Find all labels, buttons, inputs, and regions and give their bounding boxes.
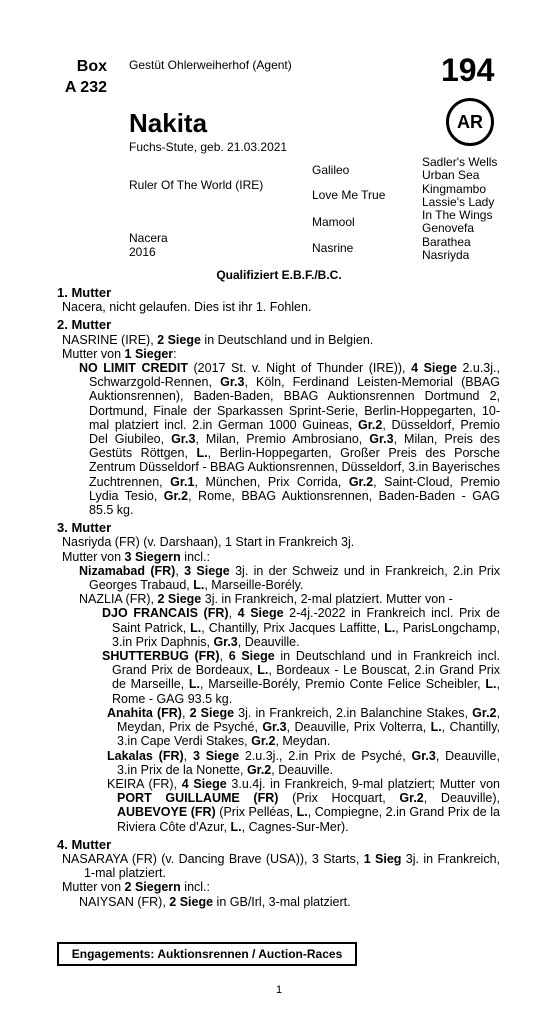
page-number: 1 — [275, 984, 283, 996]
section-title-3: 3. Mutter — [57, 520, 112, 536]
nizamabad-entry: Nizamabad (FR), 3 Siege 3j. in der Schweiz und in Frankreich, 2.in Prix Georges Trabaud, L., Marseille-Borély. — [79, 563, 501, 593]
pedigree-g5: In The Wings — [422, 208, 493, 222]
no-limit-credit-entry: NO LIMIT CREDIT (2017 St. v. Night of Thunder (IRE)), 4 Siege 2.u.3j., Schwarzgold-Rennen, Gr.3, Köln, Ferdinand Leisten-Memorial (BBAG Auktionsrennen), Baden-Baden, BBAG Auktionsrennen Dortmund 2, Dortmund, Finale der Sparkassen Sprint-Serie, Berlin-Hoppegarten, 10-mal platziert incl. 2.in German 1000 Guineas, Gr.2, Düsseldorf, Premio Del Giubileo, Gr.3, Milan, Premio Ambrosiano, Gr.3, Milan, Preis des Gestüts Röttgen, L., Berlin-Hoppegarten, Großer Preis des Porsche Zentrum Düsseldorf - BBAG Auktionsrennen, Düsseldorf, 3.in Bayerisches Zuchtrennen, Gr.1, München, Prix Corrida, Gr.2, Saint-Cloud, Premio Lydia Tesio, Gr.2, Rome, BBAG Auktionsrennen, Baden-Baden - GAG 85.5 kg. — [79, 361, 500, 518]
pedigree-dam: Nacera — [129, 231, 168, 245]
pedigree-sire-dam: Love Me True — [312, 188, 386, 202]
pedigree-g3: Kingmambo — [422, 182, 487, 196]
horse-name: Nakita — [129, 108, 208, 138]
horse-description: Fuchs-Stute, geb. 21.03.2021 — [129, 140, 288, 154]
pedigree-g1: Sadler's Wells — [422, 155, 498, 169]
pedigree-g6: Genovefa — [422, 221, 475, 235]
lot-number: 194 — [441, 52, 495, 88]
catalogue-content — [57, 286, 500, 909]
box-number — [57, 56, 107, 98]
nazlia-entry: NAZLIA (FR), 2 Siege 3j. in Frankreich, 2-mal platziert. Mutter von - — [79, 592, 453, 607]
pedigree-g2: Urban Sea — [422, 168, 480, 182]
naiysan-entry: NAIYSAN (FR), 2 Siege in GB/Irl, 3-mal platziert. — [79, 894, 351, 909]
djo-francais-entry: DJO FRANCAIS (FR), 4 Siege 2-4j.-2022 in Frankreich incl. Prix de Saint Patrick, L., Chantilly, Prix Jacques Laffitte, L., ParisLongchamp, 3.in Prix Daphnis, Gr.3, Deauville. — [102, 606, 501, 649]
dam-1-text: Nacera, nicht gelaufen. Dies ist ihr 1. Fohlen. — [62, 300, 312, 315]
pedigree-g8: Nasriyda — [422, 248, 470, 262]
box-value: A 232 — [64, 79, 107, 96]
pedigree-dam-dam: Nasrine — [312, 241, 354, 255]
pedigree-g4: Lassie's Lady — [422, 195, 495, 209]
qualification: Qualifiziert E.B.F./B.C. — [216, 268, 342, 282]
dam-2-line: NASRINE (IRE), 2 Siege in Deutschland und in Belgien. — [62, 332, 374, 347]
anahita-entry: Anahita (FR), 2 Siege 3j. in Frankreich, 2.in Balanchine Stakes, Gr.2, Meydan, Prix de Psyché, Gr.3, Deauville, Prix Volterra, L., Chantilly, 3.in Cape Verdi Stakes, Gr.2, Meydan. — [107, 705, 500, 749]
pedigree-g7: Barathea — [422, 235, 471, 249]
section-title-2: 2. Mutter — [57, 317, 112, 333]
pedigree-sire-sire: Galileo — [312, 163, 350, 177]
dam-2-produce-line: Mutter von 1 Sieger: — [62, 346, 177, 361]
ar-badge: AR — [446, 98, 494, 146]
engagements-box: Engagements: Auktionsrennen / Auction-Races — [57, 942, 357, 966]
section-title-4: 4. Mutter — [57, 836, 112, 852]
agent-name: Gestüt Ohlerweiherhof (Agent) — [129, 58, 292, 72]
dam-3-produce-line: Mutter von 3 Siegern incl.: — [62, 549, 210, 564]
pedigree-sire: Ruler Of The World (IRE) — [129, 178, 264, 192]
pedigree-dam-year: 2016 — [129, 245, 156, 259]
box-label: Box — [76, 58, 107, 75]
dam-4-produce-line: Mutter von 2 Siegern incl.: — [62, 880, 210, 895]
lakalas-entry: Lakalas (FR), 3 Siege 2.u.3j., 2.in Prix de Psyché, Gr.3, Deauville, 3.in Prix de la Nonette, Gr.2, Deauville. — [107, 748, 500, 777]
dam-3-line: Nasriyda (FR) (v. Darshaan), 1 Start in Frankreich 3j. — [62, 535, 355, 550]
dam-4-line: NASARAYA (FR) (v. Dancing Brave (USA)), 3 Starts, 1 Sieg 3j. in Frankreich, 1-mal platziert. — [62, 851, 501, 881]
pedigree-dam-sire: Mamool — [312, 215, 355, 229]
section-title-1: 1. Mutter — [57, 285, 112, 300]
shutterbug-entry: SHUTTERBUG (FR), 6 Siege in Deutschland und in Frankreich incl. Grand Prix de Bordeaux, L., Bordeaux - Le Bouscat, 2.in Grand Prix de Marseille, L., Marseille-Borély, Premio Conte Felice Scheibler, L., Rome - GAG 93.5 kg. — [102, 649, 501, 706]
keira-entry: KEIRA (FR), 4 Siege 3.u.4j. in Frankreich, 9-mal platziert; Mutter von PORT GUILLAUME (FR) (Prix Hocquart, Gr.2, Deauville), AUBEVOYE (FR) (Prix Pelléas, L., Compiegne, 2.in Grand Prix de la Riviera Côte d'Azur, L., Cagnes-Sur-Mer). — [107, 776, 501, 834]
